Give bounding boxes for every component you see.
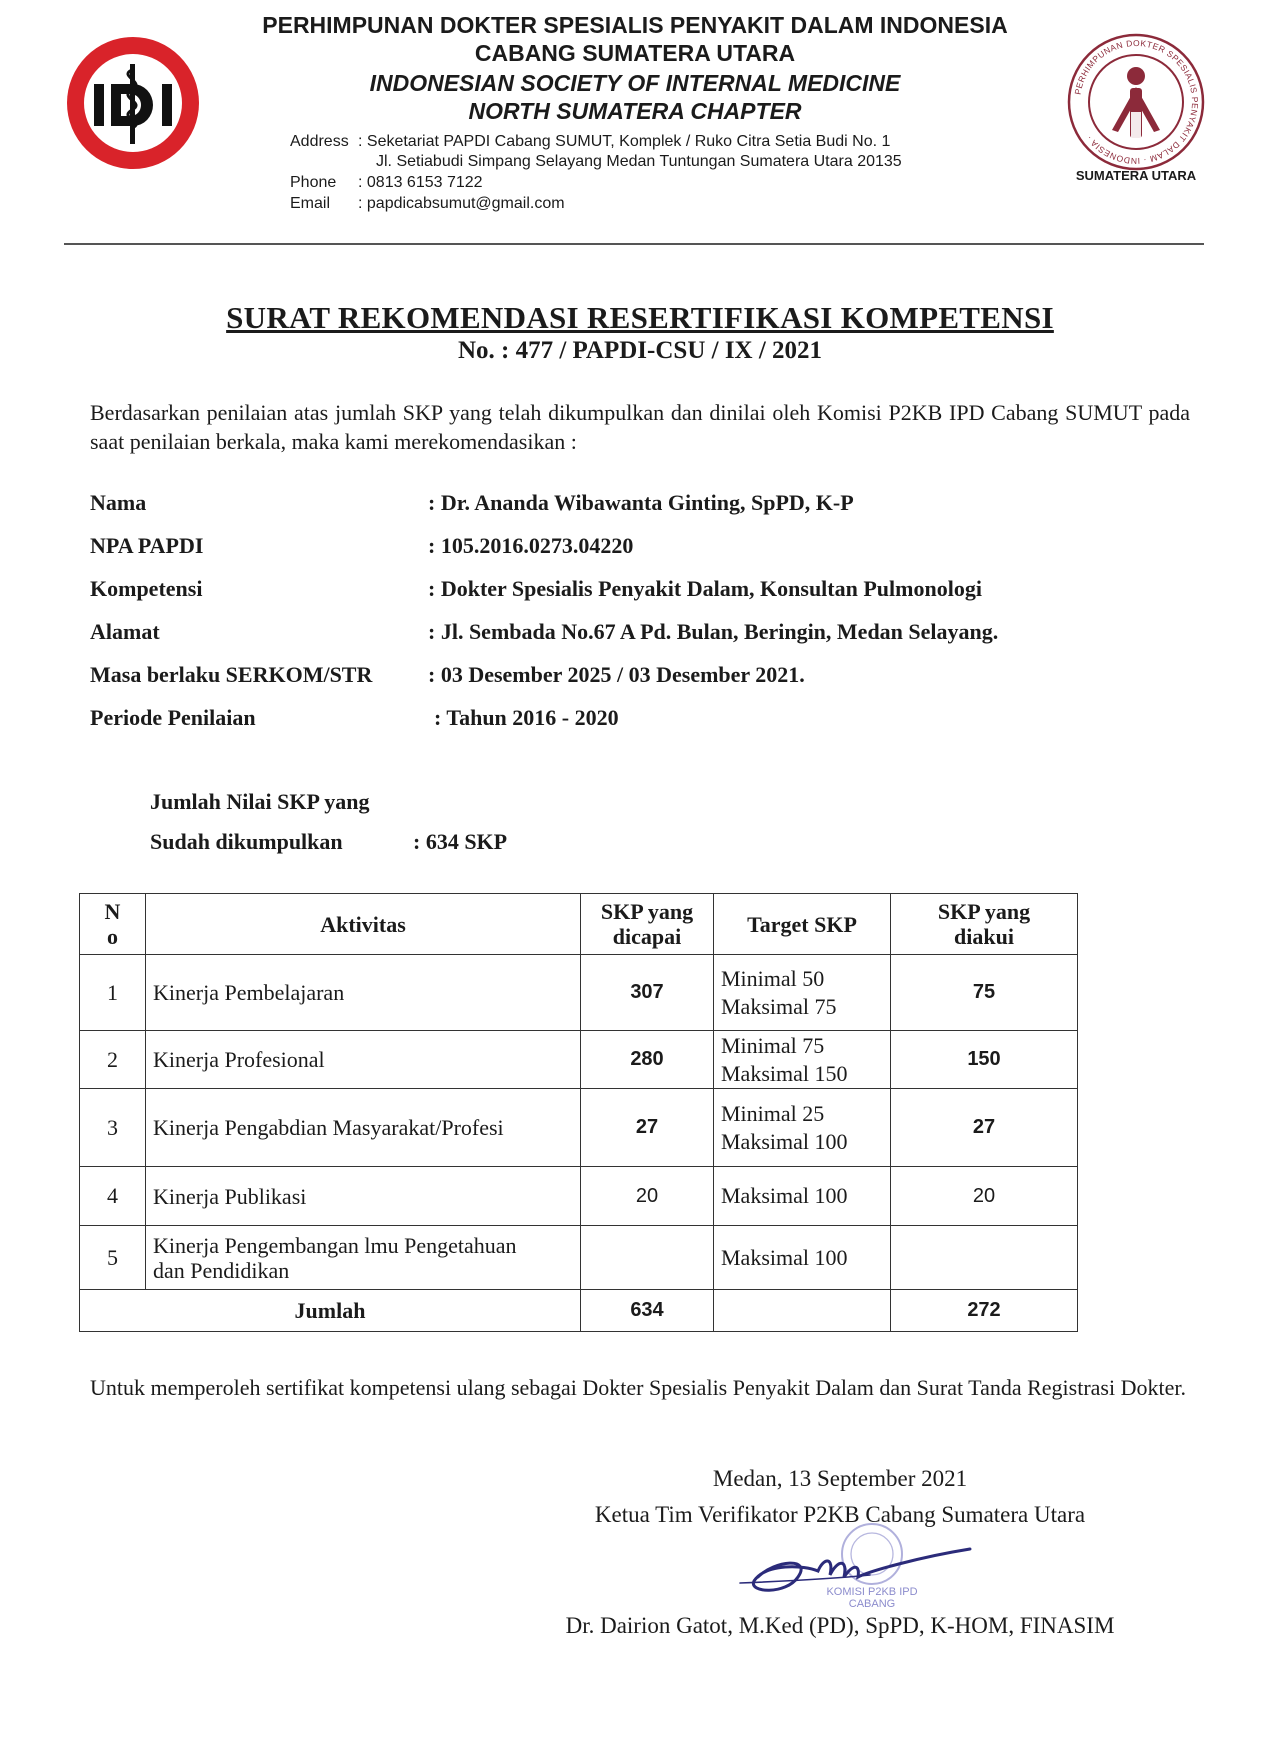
table-header-row — [80, 894, 1078, 955]
email-label: Email — [290, 195, 331, 212]
total-target-empty — [714, 1290, 891, 1332]
signature-role: Ketua Tim Verifikator P2KB Cabang Sumatera Utara — [594, 1502, 1086, 1527]
skp-summary-label-1: Jumlah Nilai SKP yang — [150, 789, 370, 814]
field-value-alamat: : Jl. Sembada No.67 A Pd. Bulan, Beringin, Medan Selayang. — [428, 619, 999, 644]
header-target: Target SKP — [714, 894, 891, 955]
table-total-row — [80, 1290, 1078, 1332]
address-line-2: Jl. Setiabudi Simpang Selayang Medan Tuntungan Sumatera Utara 20135 — [376, 153, 902, 170]
field-label-alamat: Alamat — [90, 619, 160, 644]
table-row — [80, 955, 1078, 1031]
intro-paragraph: Berdasarkan penilaian atas jumlah SKP yang telah dikumpulkan dan dinilai oleh Komisi P2KB IPD Cabang SUMUT pada saat penilaian berkala, maka kami merekomendasikan : — [90, 400, 1190, 454]
row-target: Maksimal 100 — [714, 1167, 891, 1226]
row-no: 5 — [80, 1226, 146, 1290]
address-label: Address — [290, 133, 349, 150]
row-achieved: 27 — [581, 1089, 714, 1167]
row-target-min: Minimal 75 — [721, 1032, 825, 1058]
header-no-line2: o — [107, 924, 118, 949]
header-achieved — [581, 894, 714, 955]
row-target — [714, 1089, 891, 1167]
org-branch-en: NORTH SUMATERA CHAPTER — [468, 98, 802, 124]
row-no: 3 — [80, 1089, 146, 1167]
table-row — [80, 1089, 1078, 1167]
letterhead-divider — [64, 243, 1204, 245]
field-label-npa: NPA PAPDI — [90, 533, 204, 558]
row-target — [714, 1031, 891, 1089]
table-row — [80, 1167, 1078, 1226]
total-acknowledged: 272 — [891, 1290, 1078, 1332]
field-value-periode: : Tahun 2016 - 2020 — [434, 705, 619, 730]
row-achieved: 20 — [581, 1167, 714, 1226]
stamp-text-1: KOMISI P2KB IPD — [826, 1586, 918, 1598]
row-activity — [146, 1226, 581, 1290]
skp-table — [79, 893, 1078, 1332]
closing-paragraph: Untuk memperoleh sertifikat kompetensi ulang sebagai Dokter Spesialis Penyakit Dalam dan Surat Tanda Registrasi Dokter. — [90, 1375, 1186, 1400]
row-activity: Kinerja Pembelajaran — [146, 955, 581, 1031]
header-acknowledged — [891, 894, 1078, 955]
skp-summary-label-2: Sudah dikumpulkan — [150, 829, 343, 854]
total-achieved: 634 — [581, 1290, 714, 1332]
header-achieved-line2: dicapai — [612, 924, 682, 949]
field-label-kompetensi: Kompetensi — [90, 576, 203, 601]
row-acknowledged — [891, 1226, 1078, 1290]
row-no: 2 — [80, 1031, 146, 1089]
row-acknowledged: 150 — [891, 1031, 1078, 1089]
header-activity: Aktivitas — [146, 894, 581, 955]
header-no-line1: N — [104, 899, 121, 924]
address-line-1: : Seketariat PAPDI Cabang SUMUT, Komplek / Ruko Citra Setia Budi No. 1 — [358, 133, 891, 150]
header-acknowledged-line2: diakui — [954, 924, 1014, 949]
signatory-name: Dr. Dairion Gatot, M.Ked (PD), SpPD, K-HOM, FINASIM — [565, 1613, 1115, 1638]
row-target-max: Maksimal 100 — [721, 1128, 848, 1154]
row-acknowledged: 20 — [891, 1167, 1078, 1226]
row-activity: Kinerja Publikasi — [146, 1167, 581, 1226]
svg-text:PERHIMPUNAN DOKTER SPESIALIS P: PERHIMPUNAN DOKTER SPESIALIS PENYAKIT DALAM · INDONESIA · — [1072, 37, 1201, 167]
row-target-max: Maksimal 150 — [721, 1060, 848, 1086]
header-acknowledged-line1: SKP yang — [937, 899, 1031, 924]
signature-place-date: Medan, 13 September 2021 — [712, 1466, 968, 1491]
papdi-logo-caption: SUMATERA UTARA — [1075, 168, 1197, 183]
table-row — [80, 1226, 1078, 1290]
table-row — [80, 1031, 1078, 1089]
row-acknowledged: 75 — [891, 955, 1078, 1031]
row-target-max: Maksimal 75 — [721, 993, 837, 1019]
row-activity: Kinerja Profesional — [146, 1031, 581, 1089]
field-value-npa: : 105.2016.0273.04220 — [428, 533, 634, 558]
email-value: : papdicabsumut@gmail.com — [358, 195, 565, 212]
total-label: Jumlah — [80, 1290, 581, 1332]
row-no: 1 — [80, 955, 146, 1031]
stamp-text-2: CABANG — [848, 1598, 896, 1608]
field-label-periode: Periode Penilaian — [90, 705, 256, 730]
row-activity: Kinerja Pengabdian Masyarakat/Profesi — [146, 1089, 581, 1167]
skp-summary-value: : 634 SKP — [413, 829, 508, 854]
field-value-kompetensi: : Dokter Spesialis Penyakit Dalam, Konsultan Pulmonologi — [428, 576, 982, 601]
row-target-min: Minimal 50 — [721, 965, 825, 991]
org-name-id: PERHIMPUNAN DOKTER SPESIALIS PENYAKIT DALAM INDONESIA — [262, 12, 1008, 38]
document-number: No. : 477 / PAPDI-CSU / IX / 2021 — [457, 337, 823, 364]
row-target: Maksimal 100 — [714, 1226, 891, 1290]
phone-value: : 0813 6153 7122 — [358, 174, 483, 191]
document-title: SURAT REKOMENDASI RESERTIFIKASI KOMPETENSI — [226, 300, 1054, 335]
row-activity-line1: Kinerja Pengembangan lmu Pengetahuan — [153, 1232, 517, 1258]
header-no — [80, 894, 146, 955]
row-activity-line2: dan Pendidikan — [153, 1257, 290, 1283]
row-achieved: 280 — [581, 1031, 714, 1089]
org-branch-id: CABANG SUMATERA UTARA — [474, 40, 796, 66]
row-target-min: Minimal 25 — [721, 1100, 825, 1126]
row-achieved — [581, 1226, 714, 1290]
idi-logo — [64, 34, 202, 172]
org-name-en: INDONESIAN SOCIETY OF INTERNAL MEDICINE — [369, 70, 901, 96]
phone-label: Phone — [290, 174, 337, 191]
row-no: 4 — [80, 1167, 146, 1226]
field-label-masa-berlaku: Masa berlaku SERKOM/STR — [90, 662, 373, 687]
row-achieved: 307 — [581, 955, 714, 1031]
field-value-masa-berlaku: : 03 Desember 2025 / 03 Desember 2021. — [428, 662, 805, 687]
field-label-nama: Nama — [90, 490, 147, 515]
header-achieved-line1: SKP yang — [600, 899, 694, 924]
papdi-logo — [1066, 32, 1206, 172]
row-target — [714, 955, 891, 1031]
handwritten-signature — [720, 1535, 980, 1605]
field-value-nama: : Dr. Ananda Wibawanta Ginting, SpPD, K-P — [428, 490, 854, 515]
row-acknowledged: 27 — [891, 1089, 1078, 1167]
